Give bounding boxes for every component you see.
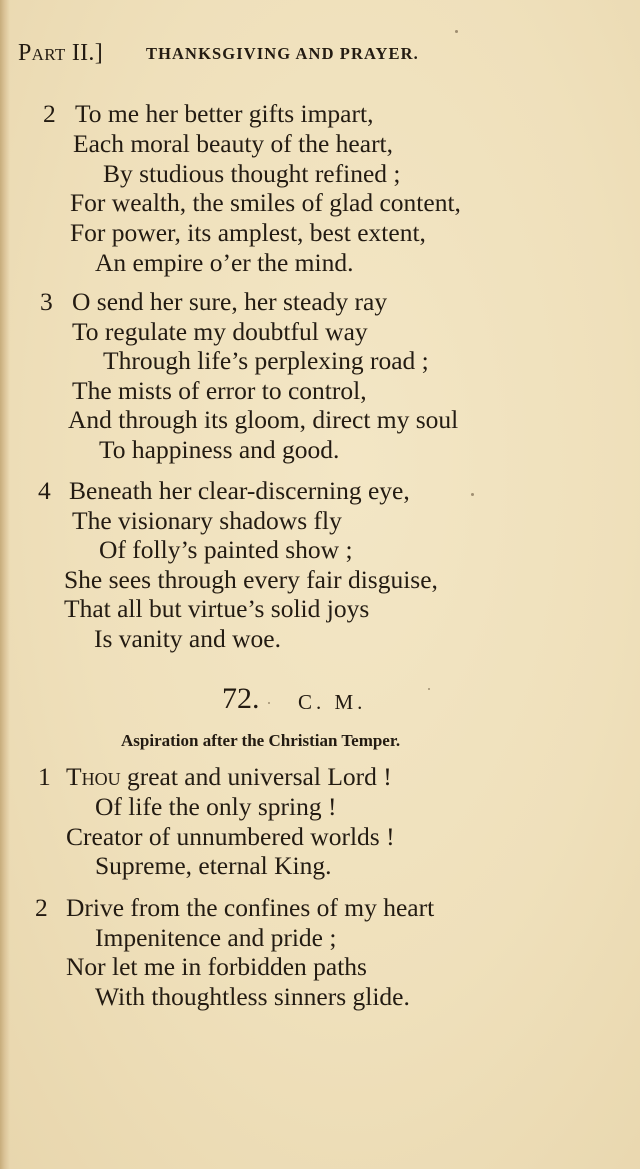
- verse-line: [66, 762, 392, 792]
- drop-word: Thou: [66, 762, 121, 791]
- paper-speck: [471, 493, 474, 496]
- verse-line-rest: great and universal Lord !: [120, 762, 392, 791]
- stanza-number: 2: [35, 893, 48, 922]
- hymn-meter: C. M.: [298, 690, 367, 714]
- verse-line: To happiness and good.: [99, 435, 340, 464]
- verse-line: The visionary shadows fly: [72, 506, 342, 535]
- page-edge-shadow: [0, 0, 10, 1169]
- stanza-number: 2: [43, 99, 56, 128]
- verse-line: She sees through every fair disguise,: [64, 565, 438, 594]
- verse-line: To regulate my doubtful way: [72, 317, 368, 346]
- verse-line: Beneath her clear-discerning eye,: [69, 476, 410, 505]
- stanza-number: 1: [38, 762, 51, 791]
- section-title: THANKSGIVING AND PRAYER.: [146, 44, 419, 63]
- part-label: Part II.]: [18, 40, 104, 66]
- verse-line: Nor let me in forbidden paths: [66, 952, 367, 981]
- stanza-number: 3: [40, 287, 53, 316]
- verse-line: Impenitence and pride ;: [95, 923, 337, 952]
- verse-line: Is vanity and woe.: [94, 624, 281, 653]
- verse-line: Drive from the confines of my heart: [66, 893, 435, 922]
- verse-line: To me her better gifts impart,: [75, 99, 374, 128]
- stanza-number: 4: [38, 476, 51, 505]
- verse-line: By studious thought refined ;: [103, 159, 401, 188]
- verse-line: Supreme, eternal King.: [95, 851, 332, 880]
- verse-line: Of folly’s painted show ;: [99, 535, 353, 564]
- paper-speck: [268, 702, 270, 704]
- paper-speck: [428, 688, 430, 690]
- verse-line: O send her sure, her steady ray: [72, 287, 388, 316]
- verse-line: Each moral beauty of the heart,: [73, 129, 394, 158]
- verse-line: Through life’s perplexing road ;: [103, 346, 429, 375]
- verse-line: Creator of unnumbered worlds !: [66, 822, 395, 851]
- verse-line: An empire o’er the mind.: [95, 248, 354, 277]
- verse-line: Of life the only spring !: [95, 792, 337, 821]
- verse-line: The mists of error to control,: [72, 376, 367, 405]
- running-head: [18, 40, 628, 76]
- verse-line: For wealth, the smiles of glad content,: [70, 188, 461, 217]
- verse-line: With thoughtless sinners glide.: [95, 982, 410, 1011]
- paper-speck: [455, 30, 458, 33]
- hymn-number: 72.: [222, 682, 260, 715]
- verse-line: For power, its amplest, best extent,: [70, 218, 426, 247]
- verse-line: That all but virtue’s solid joys: [64, 594, 370, 623]
- verse-line: And through its gloom, direct my soul: [68, 405, 459, 434]
- hymn-subtitle: Aspiration after the Christian Temper.: [121, 731, 401, 750]
